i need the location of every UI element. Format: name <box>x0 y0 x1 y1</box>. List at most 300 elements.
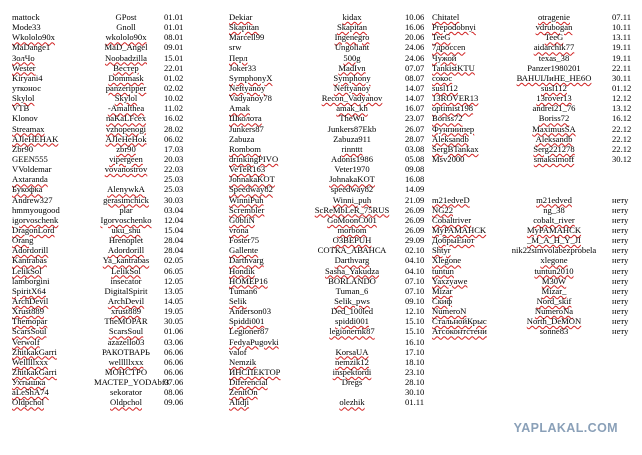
list-item <box>12 296 208 306</box>
username-cell: МАСТЕР_YODAbf3 <box>94 377 170 388</box>
nickname-cell: Diferencial <box>229 377 268 388</box>
nickname-cell: Zabuza <box>229 133 255 144</box>
username-cell: Sasha_Yakudza <box>324 265 380 276</box>
nickname-cell: Shtyr <box>432 245 451 256</box>
username-cell: Ungoliant <box>334 42 370 53</box>
list-item <box>432 63 640 73</box>
nickname-cell: Vadyanoy78 <box>229 93 272 104</box>
username-cell: Ya_kantrabas <box>102 255 150 266</box>
date-cell: нету <box>612 194 629 205</box>
date-cell: нету <box>612 275 629 286</box>
username-cell: smaksimoff <box>533 153 575 164</box>
username-cell: amak_kh <box>336 103 368 114</box>
username-cell: Skapitan <box>336 22 368 33</box>
list-item <box>12 103 208 113</box>
date-cell: нету <box>612 204 629 215</box>
nickname-cell: ДобрыЕнот <box>432 235 475 246</box>
username-cell: Dregs <box>341 377 363 388</box>
username-cell: Noobadzilla <box>105 52 147 63</box>
nickname-cell: Перл <box>229 52 248 63</box>
column-3 <box>432 12 640 337</box>
list-item <box>12 276 208 286</box>
column-2 <box>229 12 443 407</box>
nickname-cell: valof <box>229 346 247 357</box>
list-item <box>12 255 208 265</box>
list-item <box>432 296 640 306</box>
username-cell: NumeroNa <box>534 306 574 317</box>
list-item <box>432 255 640 265</box>
date-cell: 06.05 <box>164 265 184 276</box>
list-item <box>229 205 443 215</box>
list-item <box>229 255 443 265</box>
date-cell: 16.10 <box>405 336 425 347</box>
nickname-cell: Букофка <box>12 184 43 195</box>
date-cell: 05.08 <box>405 153 425 164</box>
date-cell: 25.03 <box>164 174 184 185</box>
nickname-cell: Mizar <box>432 285 453 296</box>
nickname-cell: igorvoschenk <box>12 214 59 225</box>
username-cell: AJIeHeHok <box>105 133 147 144</box>
nickname-cell: SpiritX64 <box>12 285 46 296</box>
list-item <box>432 83 640 93</box>
list-item <box>12 215 208 225</box>
username-cell: ArchDevil <box>107 295 145 306</box>
nickname-cell: ScarsSoul <box>12 326 47 337</box>
list-item <box>432 93 640 103</box>
username-cell: Symphony <box>333 72 371 83</box>
username-cell: rinnttt <box>341 143 363 154</box>
list-item <box>229 357 443 367</box>
date-cell: 14.07 <box>405 82 425 93</box>
date-cell: нету <box>612 224 629 235</box>
username-cell: Panzer1980201 <box>527 62 581 73</box>
list-item <box>12 164 208 174</box>
date-cell: 01.01 <box>164 22 184 33</box>
nickname-cell: hmmyougood <box>12 204 60 215</box>
username-cell: tuntun2010 <box>534 265 574 276</box>
username-cell: 13rover13 <box>536 93 572 104</box>
date-cell: 09.10 <box>405 295 425 306</box>
date-cell: 13.11 <box>612 32 632 43</box>
date-cell: 20.03 <box>164 153 184 164</box>
date-cell: 06.06 <box>164 366 184 377</box>
username-cell: wkololo90x <box>105 32 147 43</box>
list-item <box>432 225 640 235</box>
date-cell: 14.07 <box>405 93 425 104</box>
username-cell: Nord_skif <box>536 295 572 306</box>
username-cell: Ingenegro <box>334 32 370 43</box>
nickname-cell: Aleksandb <box>432 133 469 144</box>
date-cell: 10.06 <box>405 12 425 22</box>
list-item <box>12 266 208 276</box>
date-cell: 22.12 <box>612 143 632 154</box>
date-cell: 21.09 <box>405 194 425 205</box>
date-cell: 12.12 <box>612 93 632 104</box>
nickname-cell: ИНСПЕКТОР <box>229 366 281 377</box>
nickname-cell: Rombom <box>229 143 261 154</box>
date-cell: 29.09 <box>405 235 425 246</box>
date-cell: нету <box>612 245 629 256</box>
username-cell: РАКОТВАРЬ <box>102 346 150 357</box>
username-cell: BORLANDO <box>328 275 376 286</box>
nickname-cell: VTB <box>12 103 30 114</box>
nickname-cell: Mode33 <box>12 22 41 33</box>
list-item <box>432 113 640 123</box>
nickname-cell: LelikSol <box>12 265 42 276</box>
nickname-cell: Klonov <box>12 113 38 124</box>
list-item <box>229 367 443 377</box>
list-item <box>12 337 208 347</box>
nickname-cell: СтальнойКрыс <box>432 316 487 327</box>
list-item <box>12 124 208 134</box>
date-cell: 26.07 <box>405 123 425 134</box>
username-cell: Tuman_6 <box>335 285 369 296</box>
date-cell: 13.05 <box>164 285 184 296</box>
list-item <box>12 225 208 235</box>
list-item <box>229 144 443 154</box>
username-cell: Adordorill <box>107 245 145 256</box>
username-cell: Darthvarg <box>334 255 370 266</box>
nickname-cell: Prepodobnyi <box>432 22 476 33</box>
nickname-cell: Spiddi001 <box>229 316 265 327</box>
nickname-cell: Школота <box>229 113 262 124</box>
list-item <box>229 174 443 184</box>
nickname-cell: Kantrabas <box>12 255 47 266</box>
nickname-cell: G0bliN <box>229 214 255 225</box>
username-cell: MaD_Angel <box>104 42 148 53</box>
list-item <box>432 195 640 205</box>
username-cell: vipergeen <box>109 153 143 164</box>
nickname-cell: Orang <box>12 235 34 246</box>
list-item <box>12 205 208 215</box>
nickname-cell: Alidji <box>229 397 250 408</box>
username-cell: speedway82 <box>330 184 374 195</box>
nickname-cell: Skapitan <box>229 22 260 33</box>
date-cell: 02.10 <box>405 245 425 256</box>
nickname-cell: Junkers87 <box>229 123 264 134</box>
list-item <box>432 266 640 276</box>
date-cell: 18.10 <box>405 356 425 367</box>
date-cell: 01.12 <box>612 82 632 93</box>
date-cell: 01.11 <box>405 397 425 408</box>
nickname-cell: Joker33 <box>229 62 257 73</box>
list-item <box>12 377 208 387</box>
nickname-cell: Gallente <box>229 245 259 256</box>
date-cell: 12.04 <box>164 214 184 225</box>
username-cell: МОНСТРО <box>104 366 148 377</box>
username-cell: Selik_pws <box>334 295 370 306</box>
username-cell: ScarsSoul <box>108 326 144 337</box>
date-cell: 15.10 <box>405 316 425 327</box>
date-cell: нету <box>612 265 629 276</box>
nickname-cell: NumeroN <box>432 306 467 317</box>
username-cell: otragenie <box>538 12 570 22</box>
list-item <box>432 124 640 134</box>
list-item <box>229 225 443 235</box>
nickname-cell: Axtaranda <box>12 174 48 185</box>
date-cell: нету <box>612 306 629 317</box>
nickname-cell: сокос <box>432 72 453 83</box>
date-cell: 20.06 <box>405 32 425 43</box>
date-cell: 06.06 <box>164 356 184 367</box>
list-item <box>229 53 443 63</box>
username-cell: GoMoonC001 <box>327 214 377 225</box>
date-cell: 06.06 <box>164 346 184 357</box>
list-item <box>229 377 443 387</box>
username-cell: uku_shu <box>111 224 141 235</box>
username-cell: nik22simvolabezprobela <box>511 245 597 256</box>
username-cell: TeeG <box>544 32 564 43</box>
username-cell: ng_38 <box>543 204 565 215</box>
date-cell: 12.10 <box>405 306 425 317</box>
list-item <box>432 53 640 63</box>
list-item <box>432 22 640 32</box>
date-cell: 25.03 <box>164 184 184 195</box>
nickname-cell: ZenitOn <box>229 387 258 398</box>
nickname-cell: Marcell99 <box>229 32 265 43</box>
username-cell: gerasimchick <box>103 194 149 205</box>
nickname-cell: ArchDevil <box>12 295 49 306</box>
username-cell: Igorvoschenko <box>100 214 152 225</box>
nickname-cell: Chitatel <box>432 12 460 22</box>
username-cell: Mizar_ <box>541 285 567 296</box>
username-cell: sonne83 <box>539 326 569 337</box>
date-cell: 07.10 <box>405 275 425 286</box>
username-cell: xrust889 <box>110 306 142 317</box>
nickname-cell: Атсоконтстени <box>432 326 487 337</box>
date-cell: 06.02 <box>164 133 184 144</box>
list-item <box>12 134 208 144</box>
date-cell: 09.06 <box>164 397 184 408</box>
username-cell: susl112 <box>541 82 567 93</box>
nickname-cell: DragonLord <box>12 224 55 235</box>
list-item <box>12 73 208 83</box>
username-cell: Вестер <box>113 62 139 73</box>
date-cell: нету <box>612 214 629 225</box>
username-cell: Dommask <box>108 72 144 83</box>
nickname-cell: Streamax <box>12 123 45 134</box>
username-cell: morbom <box>337 224 367 235</box>
list-item <box>229 113 443 123</box>
list-item <box>12 144 208 154</box>
list-item <box>432 154 640 164</box>
date-cell: 07.07 <box>405 62 425 73</box>
list-item <box>229 326 443 336</box>
list-item <box>432 73 640 83</box>
date-cell: 01.06 <box>164 326 184 337</box>
nickname-cell: JohnakaKOT <box>229 174 275 185</box>
nickname-cell: WinniPuh <box>229 194 264 205</box>
username-cell: O3BEPUH <box>332 235 372 246</box>
date-cell: нету <box>612 285 629 296</box>
username-cell: nemzik12 <box>335 356 369 367</box>
nickname-cell: Tuman6 <box>229 285 258 296</box>
nickname-cell: Darthvarg <box>229 255 264 266</box>
username-cell: plar <box>119 204 133 215</box>
list-item <box>229 316 443 326</box>
list-item <box>432 276 640 286</box>
nickname-cell: SergBTankax <box>432 143 479 154</box>
nickname-cell: ZhitkakGarri <box>12 346 57 357</box>
nickname-cell: Welllllxxx <box>12 356 49 367</box>
date-cell: нету <box>612 316 629 327</box>
username-cell: Hrenoplet <box>108 235 144 246</box>
date-cell: 30.05 <box>164 316 184 327</box>
date-cell: 15.10 <box>405 326 425 337</box>
list-item <box>12 195 208 205</box>
username-cell: insecator <box>110 275 142 286</box>
list-item <box>12 174 208 184</box>
nickname-cell: Foster75 <box>229 235 260 246</box>
username-cell: Ded_100led <box>330 306 373 317</box>
username-cell: Aleksandb <box>535 133 573 144</box>
blank-row <box>432 184 640 194</box>
username-cell: Gnoll <box>116 22 136 33</box>
username-cell: AlenywkA <box>107 184 145 195</box>
nickname-cell: Themopar <box>12 316 48 327</box>
nickname-cell: Nemzik <box>229 356 257 367</box>
nickname-cell: Andrew327 <box>12 194 53 205</box>
username-cell: Junkers87Ekb <box>327 123 377 134</box>
username-cell: cobalt_river <box>533 214 575 225</box>
list-item <box>229 63 443 73</box>
username-cell: M30W <box>541 275 567 286</box>
date-cell: 09.01 <box>164 42 184 53</box>
nickname-cell: 7дроссеn <box>432 42 466 53</box>
username-cell: m21edved <box>536 194 572 205</box>
username-cell: MadIvn <box>338 62 366 73</box>
date-cell: 26.09 <box>405 204 425 215</box>
list-item <box>229 347 443 357</box>
date-cell: 30.03 <box>164 194 184 205</box>
list-item <box>229 387 443 397</box>
list-item <box>229 32 443 42</box>
date-cell: 22.11 <box>612 62 632 73</box>
nickname-cell: ZhitkakGarri <box>12 366 57 377</box>
date-cell: 19.05 <box>164 306 184 317</box>
list-item <box>12 397 208 407</box>
date-cell: 23.10 <box>405 366 425 377</box>
list-item <box>229 22 443 32</box>
list-item <box>229 93 443 103</box>
date-cell: 15.04 <box>164 224 184 235</box>
list-item <box>12 83 208 93</box>
nickname-cell: drinkingPIVO <box>229 153 279 164</box>
nickname-cell: lamborgini <box>12 275 50 286</box>
nickname-cell: Speedway82 <box>229 184 273 195</box>
list-item <box>12 184 208 194</box>
nickname-cell: утконос <box>12 82 42 93</box>
list-item <box>432 32 640 42</box>
list-item <box>12 387 208 397</box>
list-item <box>12 316 208 326</box>
nickname-cell: TeeG <box>432 32 451 43</box>
list-item <box>12 32 208 42</box>
date-cell: 24.06 <box>405 52 425 63</box>
nickname-cell: VeTeR163 <box>229 164 266 175</box>
nickname-cell: Ухтышка <box>12 377 46 388</box>
list-item <box>12 367 208 377</box>
nickname-cell: Amak <box>229 103 251 114</box>
username-cell: inspektordi <box>332 366 372 377</box>
date-cell: 28.10 <box>405 377 425 388</box>
date-cell: 28.02 <box>164 123 184 134</box>
list-item <box>12 357 208 367</box>
date-cell: 28.07 <box>405 133 425 144</box>
username-cell: Oldpchol <box>110 397 142 408</box>
list-item <box>432 286 640 296</box>
username-cell: Recon_Vadyanov <box>321 93 383 104</box>
date-cell: 22.12 <box>612 133 632 144</box>
nickname-cell: Legioner87 <box>229 326 269 337</box>
username-cell: aidarchik77 <box>533 42 575 53</box>
date-cell: 04.10 <box>405 265 425 276</box>
list-item <box>229 134 443 144</box>
list-item <box>432 205 640 215</box>
date-cell: 02.05 <box>164 255 184 266</box>
username-cell: vdrubogan <box>535 22 573 33</box>
username-cell: Neftyanoy <box>333 82 371 93</box>
date-cell: 26.09 <box>405 214 425 225</box>
nickname-cell: Фунпиипер <box>432 123 475 134</box>
nickname-cell: HOMEP16 <box>229 275 268 286</box>
date-cell: 03.08 <box>405 143 425 154</box>
username-cell: ВАНUIЛиНЕ_НЕ6О <box>516 72 592 83</box>
username-cell: СОТКА_АВАНСА <box>317 245 387 256</box>
username-cell: -Amalthea <box>107 103 145 114</box>
date-cell: 30.11 <box>612 72 632 83</box>
nickname-cell: Xrust889 <box>12 306 44 317</box>
username-cell: MaximusSA <box>532 123 576 134</box>
username-cell: panzeripper <box>105 82 147 93</box>
list-item <box>229 103 443 113</box>
date-cell: 07.06 <box>164 377 184 388</box>
nickname-cell: Cobaltriver <box>432 214 472 225</box>
nickname-cell: Zbr90 <box>12 143 34 154</box>
date-cell: 24.06 <box>405 42 425 53</box>
date-cell: 10.02 <box>164 93 184 104</box>
date-cell: 10.11 <box>612 22 632 33</box>
date-cell: 01.02 <box>164 72 184 83</box>
list-item <box>432 103 640 113</box>
list-item <box>12 53 208 63</box>
nickname-cell: aLeShA74 <box>12 387 49 398</box>
list-item <box>229 42 443 52</box>
date-cell: 03.04 <box>164 204 184 215</box>
username-cell: legionernk87 <box>329 326 375 337</box>
date-cell: 28.04 <box>164 245 184 256</box>
nickname-cell: Neftyanoy <box>229 82 266 93</box>
username-cell: GPost <box>115 12 137 22</box>
list-item <box>432 42 640 52</box>
list-item <box>229 164 443 174</box>
nickname-cell: Wester <box>12 62 36 73</box>
list-item <box>229 276 443 286</box>
date-cell: 08.01 <box>164 32 184 43</box>
list-item <box>229 215 443 225</box>
username-cell: Serg221278 <box>533 143 575 154</box>
nickname-cell: Yaxzyawe <box>432 275 468 286</box>
nickname-cell: m21edveD <box>432 194 470 205</box>
date-cell: 11.02 <box>164 103 184 114</box>
username-cell: TheWu <box>339 113 365 124</box>
column-1 <box>12 12 208 407</box>
list-item <box>229 245 443 255</box>
username-cell: North_DeMON <box>526 316 582 327</box>
nickname-cell: TankistKTU <box>432 62 475 73</box>
list-item <box>432 245 640 255</box>
username-cell: xlegone <box>540 255 568 266</box>
